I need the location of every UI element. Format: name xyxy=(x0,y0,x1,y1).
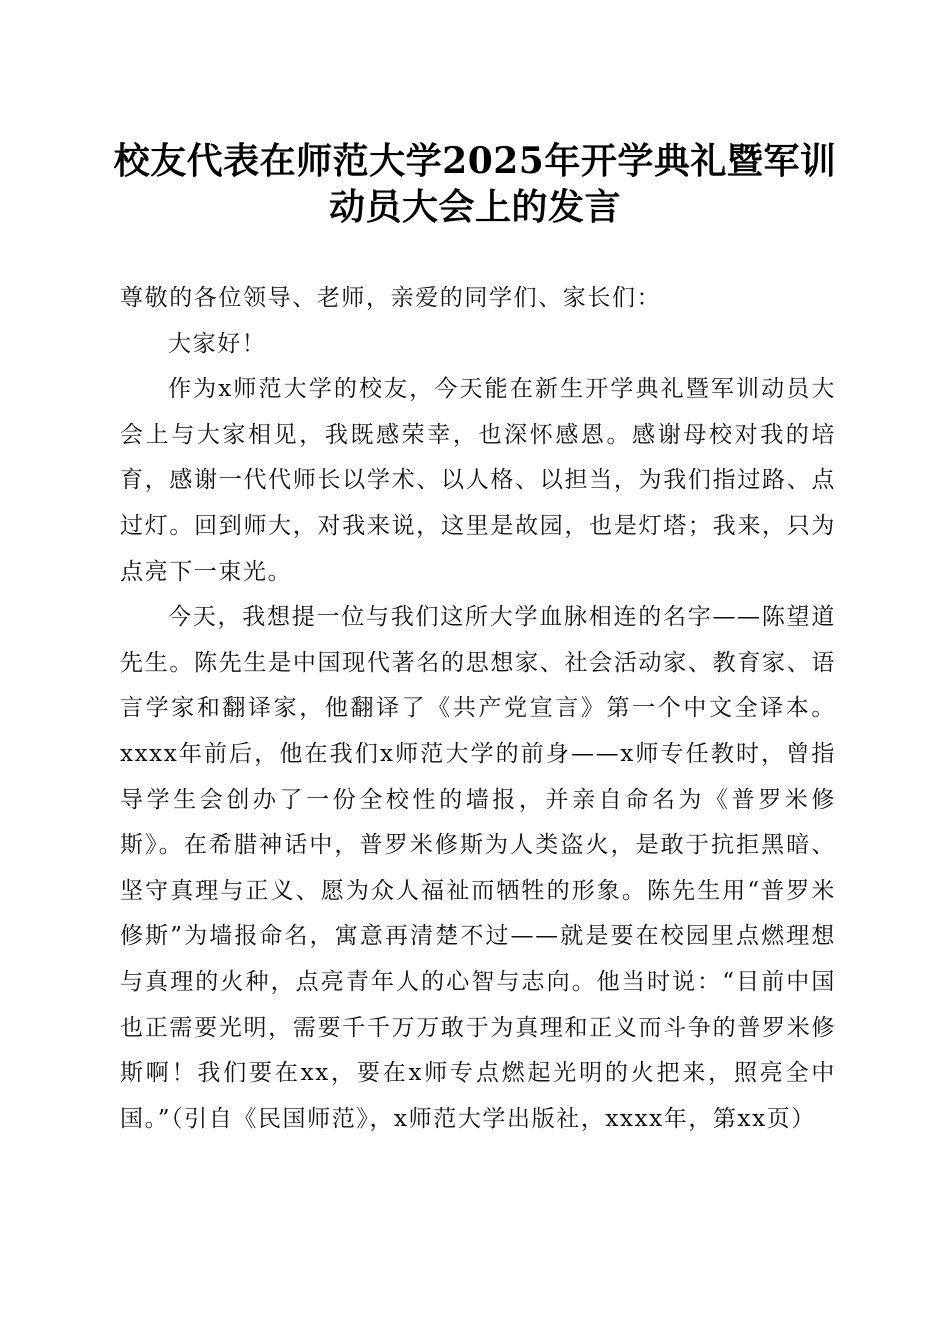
salutation: 尊敬的各位领导、老师，亲爱的同学们、家长们： xyxy=(120,285,662,311)
paragraph-2: 今天，我想提一位与我们这所大学血脉相连的名字——陈望道先生。陈先生是中国现代著名的思想家、社会活动家、教育家、语言学家和翻译家，他翻译了《共产党宣言》第一个中文全译本。xxxx年前后，他在我们x师范大学的前身——x师专任教时，曾指导学生会创办了一份全校性的墙报，并亲自命名为《普罗米修斯》。在希腊神话中，普罗米修斯为人类盗火，是敢于抗拒黑暗、坚守真理与正义、愿为众人福祉而牺牲的形象。陈先生用“普罗米修斯”为墙报命名，寓意再清楚不过——就是要在校园里点燃理想与真理的火种，点亮青年人的心智与志向。他当时说：“目前中国也正需要光明，需要千千万万敢于为真理和正义而斗争的普罗米修斯啊！我们要在xx，要在x师专点燃起光明的火把来，照亮全中国。”（引自《民国师范》，x师范大学出版社，xxxx年，第xx页） xyxy=(120,604,836,1132)
title-line-2: 动员大会上的发言 xyxy=(328,186,621,228)
document-body xyxy=(120,276,836,1142)
title-line-1: 校友代表在师范大学2025年开学典礼暨军训 xyxy=(113,140,837,182)
paragraph-1: 作为x师范大学的校友，今天能在新生开学典礼暨军训动员大会上与大家相见，我既感荣幸，也深怀感恩。感谢母校对我的培育，感谢一代代师长以学术、以人格、以担当，为我们指过路、点过灯。回到师大，对我来说，这里是故园，也是灯塔；我来，只为点亮下一束光。 xyxy=(120,376,836,585)
greeting: 大家好！ xyxy=(168,330,267,357)
document-title xyxy=(100,138,850,230)
